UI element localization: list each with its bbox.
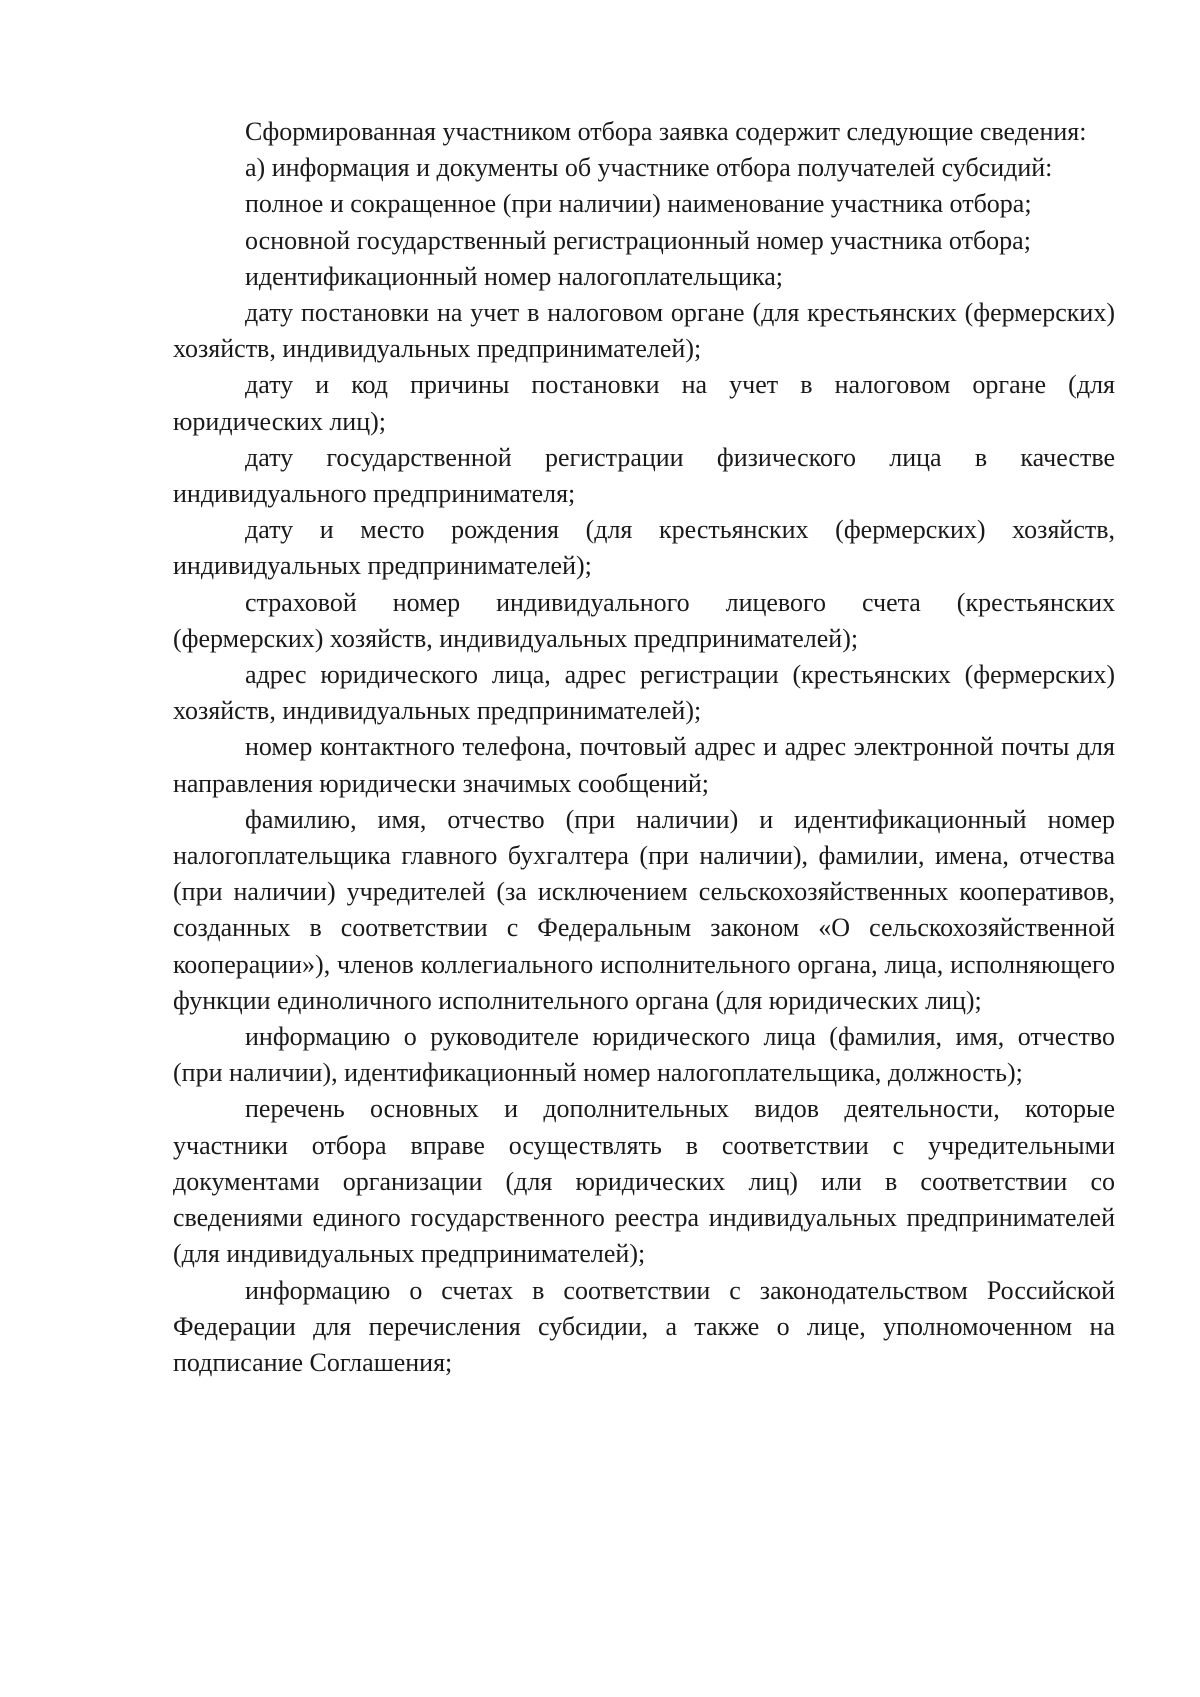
paragraph: информацию о руководителе юридического лица (фамилия, имя, отчество (при наличии), идентификационный номер налогоплательщика, должность); [173, 1022, 1115, 1088]
paragraph: основной государственный регистрационный номер участника отбора; [245, 225, 1031, 255]
paragraph: дату и код причины постановки на учет в налоговом органе (для юридических лиц); [173, 370, 1115, 436]
paragraph: страховой номер индивидуального лицевого счета (крестьянских (фермерских) хозяйств, индивидуальных предпринимателей); [173, 587, 1115, 653]
paragraph: перечень основных и дополнительных видов деятельности, которые участники отбора вправе осуществлять в соответствии с учредительными документами организации (для юридических лиц) или в соответствии со сведениями единого государственного реестра индивидуальных предпринимателей (для индивидуальных предпринимателей); [173, 1094, 1115, 1269]
paragraph: дату постановки на учет в налоговом органе (для крестьянских (фермерских) хозяйств, индивидуальных предпринимателей); [173, 298, 1115, 364]
paragraph: а) информация и документы об участнике отбора получателей субсидий: [245, 153, 1053, 183]
paragraph: Сформированная участником отбора заявка содержит следующие сведения: [245, 117, 1087, 146]
paragraph: дату и место рождения (для крестьянских (фермерских) хозяйств, индивидуальных предпринимателей); [173, 515, 1115, 581]
document-body [173, 114, 1115, 1381]
paragraph: фамилию, имя, отчество (при наличии) и идентификационный номер налогоплательщика главного бухгалтера (при наличии), фамилии, имена, отчества (при наличии) учредителей (за исключением сельскохозяйственных кооперативов, созданных в соответствии с Федеральным законом «О сельскохозяйственной кооперации»), членов коллегиального исполнительного органа, лица, исполняющего функции единоличного исполнительного органа (для юридических лиц); [173, 804, 1115, 1015]
paragraph: номер контактного телефона, почтовый адрес и адрес электронной почты для направления юридически значимых сообщений; [173, 732, 1115, 798]
paragraph: идентификационный номер налогоплательщика; [245, 261, 783, 291]
paragraph: информацию о счетах в соответствии с законодательством Российской Федерации для перечисления субсидии, а также о лице, уполномоченном на подписание Соглашения; [173, 1275, 1115, 1377]
paragraph: дату государственной регистрации физического лица в качестве индивидуального предпринимателя; [173, 442, 1115, 509]
paragraph: полное и сокращенное (при наличии) наименование участника отбора; [245, 189, 1032, 219]
paragraph: адрес юридического лица, адрес регистрации (крестьянских (фермерских) хозяйств, индивидуальных предпринимателей); [173, 660, 1115, 726]
